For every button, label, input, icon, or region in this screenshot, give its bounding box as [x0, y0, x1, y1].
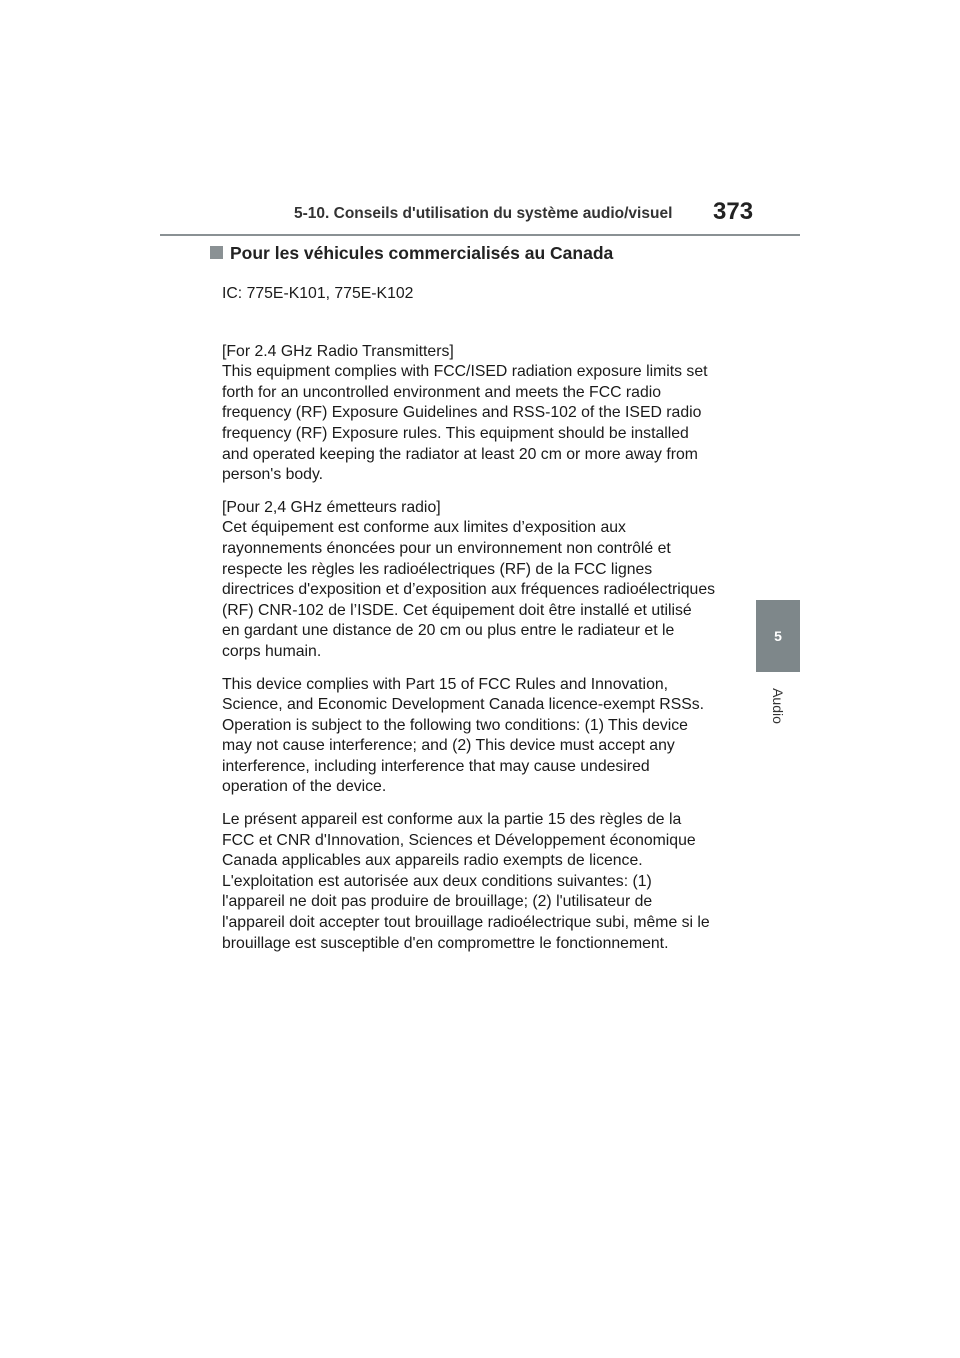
english-part15-paragraph: This device complies with Part 15 of FCC Rules and Innovation, Science, and Economic Development Canada licence-exempt RSSs. Operation is subject to the following two conditions: (1) This device may not cause interference; and (2) This device must accept any interference, including interference that may cause undesired operation of the device.: [222, 675, 705, 796]
chapter-tab: 5: [756, 600, 800, 672]
chapter-tab-label: Audio: [770, 688, 786, 724]
regulatory-content: [222, 284, 742, 954]
french-rf-exposure-paragraph: [Pour 2,4 GHz émetteurs radio] Cet équipement est conforme aux limites d’exposition aux rayonnements énoncées pour un environnement non contrôlé et respecte les règles les radioélectriques (RF) de la FCC lignes directrices d'exposition et d’exposition aux fréquences radioélectriques (RF) CNR-102 de l’ISDE. Cet équipement doit être installé et utilisé en gardant une distance de 20 cm ou plus entre le radiateur et le corps humain.: [222, 498, 715, 660]
chapter-title: 5-10. Conseils d'utilisation du système audio/visuel: [294, 205, 673, 222]
square-bullet-icon: [210, 246, 223, 259]
section-heading-text: Pour les véhicules commercialisés au Canada: [230, 243, 614, 263]
page-header: [160, 198, 800, 236]
ic-certification-line: IC: 775E-K101, 775E-K102: [222, 285, 414, 302]
page-number: 373: [713, 198, 754, 225]
english-rf-exposure-paragraph: [For 2.4 GHz Radio Transmitters] This equipment complies with FCC/ISED radiation exposure limits set forth for an uncontrolled environment and meets the FCC radio frequency (RF) Exposure Guidelines and RSS-102 of the ISED radio frequency (RF) Exposure rules. This equipment should be installed and operated keeping the radiator at least 20 cm or more away from person's body.: [222, 342, 708, 484]
french-part15-paragraph: Le présent appareil est conforme aux la partie 15 des règles de la FCC et CNR d'Innovation, Sciences et Développement économique Canada applicables aux appareils radio exempts de licence. L'exploitation est autorisée aux deux conditions suivantes: (1) l'appareil ne doit pas produire de brouillage; (2) l'utilisateur de l'appareil doit accepter tout brouillage radioélectrique subi, même si le brouillage est susceptible d'en compromettre le fonctionnement.: [222, 811, 710, 952]
section-heading: [210, 243, 613, 264]
